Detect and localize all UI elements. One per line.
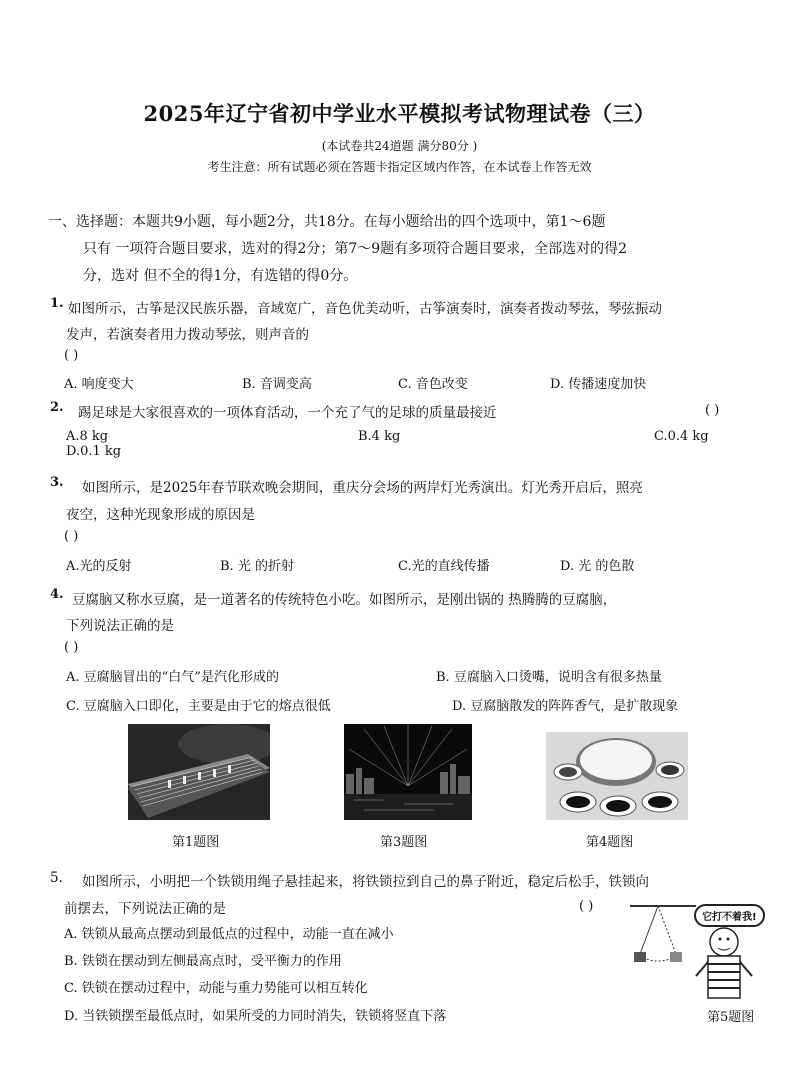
q4-text-line2: 下列说法正确的是 [66, 618, 174, 634]
q1-text-line2: 发声，若演奏者用力拨动琴弦，则声音的 [66, 327, 309, 343]
q3-option-a: A.光的反射 [66, 559, 132, 574]
figure5-caption: 第5题图 [707, 1010, 755, 1025]
q4-text-line1: 豆腐脑又称水豆腐，是一道著名的传统特色小吃。如图所示，是刚出锅的 热腾腾的豆腐脑， [72, 592, 617, 608]
q3-text-line2: 夜空，这种光现象形成的原因是 [66, 507, 255, 523]
q1-text-line1: 如图所示，古筝是汉民族乐器，音域宽广，音色优美动听，古筝演奏时，演奏者拨动琴弦，琴弦振动 [68, 301, 662, 317]
q4-option-d: D. 豆腐脑散发的阵阵香气，是扩散现象 [452, 699, 679, 714]
q5-text-line1: 如图所示，小明把一个铁锁用绳子悬挂起来，将铁锁拉到自己的鼻子附近，稳定后松手，铁锁向 [82, 874, 649, 890]
q4-option-a: A. 豆腐脑冒出的“白气”是汽化形成的 [66, 670, 279, 685]
q2-answer-paren: ( ) [705, 403, 720, 418]
exam-notice: 考生注意：所有试题必须在答题卡指定区域内作答，在本试卷上作答无效 [207, 160, 592, 174]
q1-number: 1. [50, 296, 64, 311]
exam-title: 2025年辽宁省初中学业水平模拟考试物理试卷（三） [143, 101, 656, 126]
section1-line1: 一、选择题：本题共9小题，每小题2分，共18分。在每小题给出的四个选项中，第1～6题 [48, 214, 606, 230]
q1-option-b: B. 音调变高 [242, 377, 312, 392]
figure-tofu-image [546, 732, 688, 820]
figure-lightshow-image [344, 724, 472, 820]
q5-option-b: B. 铁锁在摆动到左侧最高点时，受平衡力的作用 [64, 954, 342, 969]
q2-text-line1: 踢足球是大家很喜欢的一项体育活动，一个充了气的足球的质量最接近 [78, 405, 497, 421]
q3-text-line1: 如图所示，是2025年春节联欢晚会期间，重庆分会场的两岸灯光秀演出。灯光秀开启后，照亮 [82, 480, 643, 496]
q4-option-b: B. 豆腐脑入口烫嘴，说明含有很多热量 [436, 670, 662, 685]
q5-answer-paren: ( ) [579, 899, 594, 914]
figure3-caption: 第3题图 [380, 835, 428, 850]
q2-number: 2. [50, 400, 64, 415]
q1-option-c: C. 音色改变 [398, 377, 468, 392]
q1-option-d: D. 传播速度加快 [550, 377, 647, 392]
figure-guzheng-image [128, 724, 270, 820]
q5-number: 5. [50, 870, 63, 886]
q2-option-b: B.4 kg [358, 429, 401, 444]
q4-answer-paren: ( ) [64, 640, 79, 655]
q3-option-c: C.光的直线传播 [398, 559, 490, 574]
q3-answer-paren: ( ) [64, 529, 79, 544]
q2-option-a: A.8 kg [66, 429, 109, 444]
figure1-caption: 第1题图 [172, 835, 220, 850]
section1-line2: 只有 一项符合题目要求，选对的得2分；第7～9题有多项符合题目要求，全部选对的得2 [83, 241, 628, 257]
q4-number: 4. [50, 587, 64, 602]
q5-option-d: D. 当铁锁摆至最低点时，如果所受的力同时消失，铁锁将竖直下落 [64, 1009, 447, 1024]
section1-line3: 分，选对 但不全的得1分，有选错的得0分。 [83, 268, 358, 284]
q3-option-b: B. 光 的折射 [220, 559, 294, 574]
q2-option-c: C.0.4 kg [654, 429, 709, 444]
q4-option-c: C. 豆腐脑入口即化，主要是由于它的熔点很低 [66, 699, 331, 714]
q1-option-a: A. 响度变大 [64, 377, 134, 392]
speech-bubble: 它打不着我! [694, 904, 765, 927]
q5-option-a: A. 铁锁从最高点摆动到最低点的过程中，动能一直在减小 [64, 927, 394, 942]
q3-option-d: D. 光 的色散 [560, 559, 635, 574]
q3-number: 3. [50, 475, 64, 490]
q2-option-d: D.0.1 kg [66, 444, 122, 459]
figure4-caption: 第4题图 [586, 835, 634, 850]
q5-option-c: C. 铁锁在摆动过程中，动能与重力势能可以相互转化 [64, 981, 368, 996]
q5-text-line2: 前摆去，下列说法正确的是 [64, 901, 226, 917]
q1-answer-paren: ( ) [64, 348, 79, 363]
exam-subtitle: (本试卷共24道题 满分80分 ) [321, 139, 478, 153]
